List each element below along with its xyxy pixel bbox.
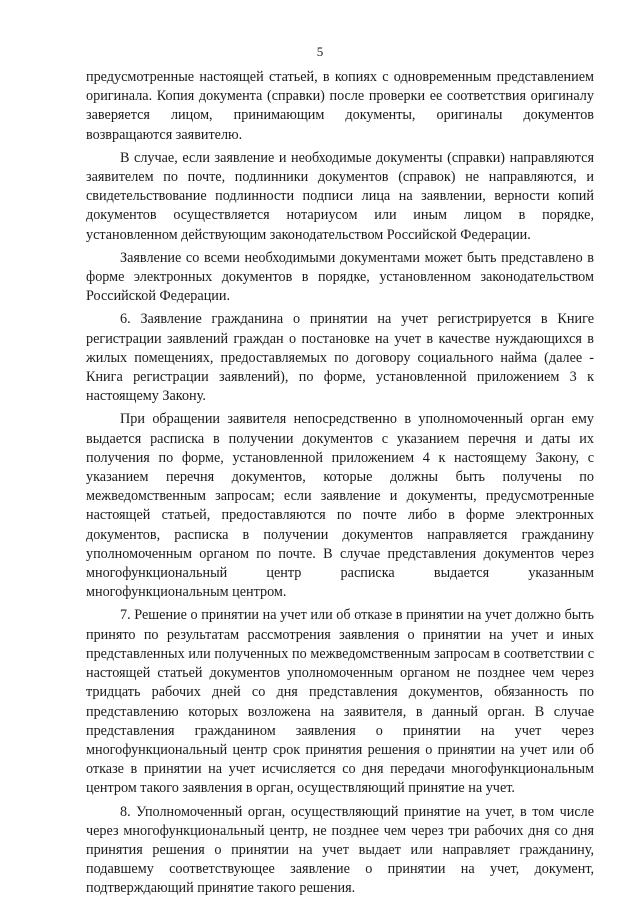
page-number: 5 — [316, 44, 324, 59]
paragraph-item-8: 8. Уполномоченный орган, осуществляющий принятие на учет, в том числе через многофункциональный центр, не позднее чем через три рабочих дня со дня принятия решения о принятии на учет выдает или направляет гражданину, подавшему соответствующее заявление о принятии на учет, документ, подтверждающий принятие такого решения. — [86, 803, 594, 897]
paragraph-item-7: 7. Решение о принятии на учет или об отказе в принятии на учет должно быть принято по результатам рассмотрения заявления о принятии на учет и иных представленных или полученных по межведомственным запросам в соответствии с настоящей статьей документов уполномоченным органом не позднее чем через тридцать рабочих дней со дня представления документов, обязанность по представлению которых возложена на заявителя, в данный орган. В случае представления гражданином заявления о принятии на учет через многофункциональный центр срок принятия решения о принятии на учет или об отказе в принятии на учет исчисляется со дня передачи многофункциональным центром такого заявления в орган, осуществляющий принятие на учет. — [86, 607, 594, 797]
paragraph-electronic-submission: Заявление со всеми необходимыми документами может быть представлено в форме электронных документов в порядке, установленном законодательством Российской Федерации. — [86, 249, 594, 305]
paragraph-receipt: При обращении заявителя непосредственно в уполномоченный орган ему выдается расписка в получении документов с указанием перечня и даты их получения по форме, установленной приложением 4 к настоящему Закону, с указанием перечня документов, которые должны быть получены по межведомственным запросам; если заявление и документы, предусмотренные настоящей статьей, предоставляются по почте либо в форме электронных документов, расписка в получении документов направляется гражданину уполномоченным органом по почте. В случае представления документов через многофункциональный центр расписка выдается указанным многофункциональным центром. — [86, 411, 594, 601]
paragraph-continuation: предусмотренные настоящей статьей, в копиях с одновременным представлением оригинала. Копия документа (справки) после проверки ее соответствия оригиналу заверяется лицом, принимающим документы, оригиналы документов возвращаются заявителю. — [86, 69, 594, 143]
document-body — [86, 68, 594, 899]
paragraph-mail-submission: В случае, если заявление и необходимые документы (справки) направляются заявителем по почте, подлинники документов (справок) не направляются, и свидетельствование подлинности подписи лица на заявлении, верности копий документов осуществляется нотариусом или иным лицом в порядке, установленном действующим законодательством Российской Федерации. — [86, 149, 594, 243]
paragraph-item-6: 6. Заявление гражданина о принятии на учет регистрируется в Книге регистрации заявлений граждан о постановке на учет в качестве нуждающихся в жилых помещениях, предоставляемых по договору социального найма (далее - Книга регистрации заявлений), по форме, установленной приложением 3 к настоящему Закону. — [86, 311, 594, 405]
